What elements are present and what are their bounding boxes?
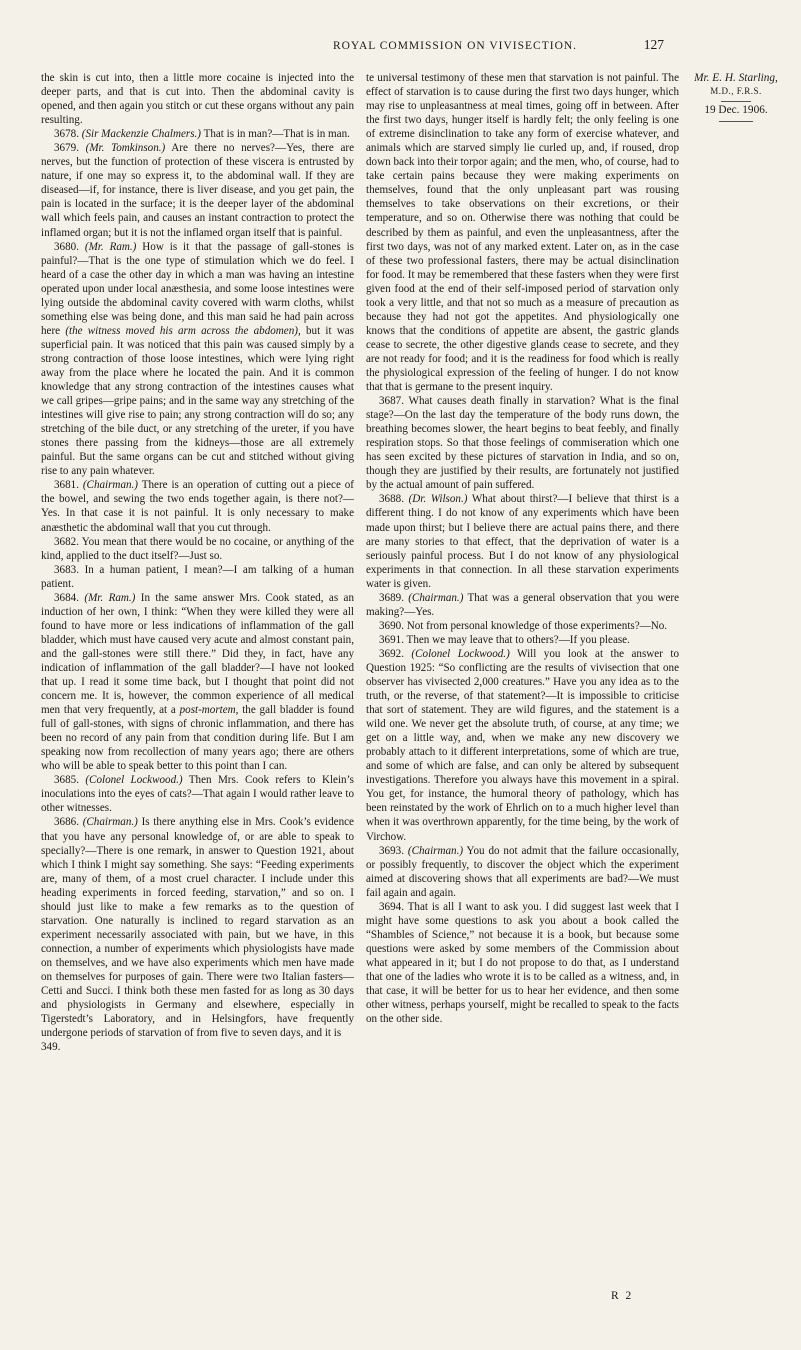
qa-paragraph xyxy=(41,773,354,815)
paragraph-text: Then we may leave that to others?—If you please. xyxy=(406,633,630,646)
speaker-name: (Colonel Lockwood.) xyxy=(411,647,510,660)
question-number: 3693. xyxy=(379,844,404,857)
paragraph-text: That is all I want to ask you. I did suggest last week that I might have some questions to ask you about a book called the “Shambles of Science,” not because it is a book, but because some questions were asked by some members of the Commission about what appeared in it; but I do not propose to do that, as I understand that one of the ladies who wrote it is to be called as a witness, and, in that case, it will be better for us to hear her evidence, and then some other witness, perhaps yourself, might be recalled to speak to the facts on the other side. xyxy=(366,900,679,1026)
speaker-name: (Mr. Ram.) xyxy=(84,240,137,253)
speaker-name: (Chairman.) xyxy=(82,479,139,492)
witness-margin-note xyxy=(686,72,786,122)
witness-name: Mr. E. H. Starling, xyxy=(694,72,778,84)
running-head: ROYAL COMMISSION ON VIVISECTION. xyxy=(332,40,578,52)
speaker-name: (Mr. Tomkinson.) xyxy=(85,142,166,155)
question-number: 3691. xyxy=(379,633,404,646)
question-number: 3681. xyxy=(54,479,79,492)
witness-date: 19 Dec. 1906. xyxy=(704,104,768,116)
qa-paragraph xyxy=(41,815,354,1040)
question-number: 3682. xyxy=(54,535,79,548)
speaker-name: (Mr. Ram.) xyxy=(84,591,136,604)
speaker-name: (Chairman.) xyxy=(82,816,138,829)
paragraph-text: Are there no nerves?—Yes, there are nerves, but the function of protection of these viscera is entrusted by nature, if one may so express it, to the abdominal wall. If they are diseased—if, for instance, there is liver disease, and you get pain, the pain is located in the surface; it is the deeper layer of the abdominal wall which feels pain, and causes an instant contraction to protect the inflamed organ; but it is not the inflamed organ itself that is painful. xyxy=(41,142,354,239)
qa-paragraph xyxy=(41,591,354,774)
speaker-name: (Colonel Lockwood.) xyxy=(85,774,183,787)
qa-paragraph xyxy=(41,141,354,239)
witness-qualifications: M.D., F.R.S. xyxy=(710,86,762,96)
question-number: 3684. xyxy=(54,591,79,604)
paragraph-text: Then Mrs. Cook refers to Klein’s inoculations into the eyes of cats?—That again I would rather leave to other witnesses. xyxy=(41,774,355,815)
question-number: 3686. xyxy=(54,816,79,829)
question-number: 3692. xyxy=(379,647,404,660)
speaker-name: (Chairman.) xyxy=(408,591,464,604)
question-number: 3683. xyxy=(54,563,79,576)
qa-paragraph xyxy=(366,619,679,633)
qa-paragraph xyxy=(41,240,354,479)
speaker-name: (Chairman.) xyxy=(407,844,464,857)
question-number: 3689. xyxy=(379,591,404,604)
paragraph-text: Not from personal knowledge of those experiments?—No. xyxy=(406,619,668,632)
italic-aside: post-mortem, xyxy=(179,704,239,717)
paragraph-text: In the same answer Mrs. Cook stated, as an induction of her own, I think: “When they were killed they were all found to have more or less indications of inflammation of the gall bladder, which must have caused very acute and almost constant pain, and the gall-stones were still there.” Did they, in fact, have any indication of inflammation of the gall bladder?—I have not looked that up. I read it some time back, but I thought that point did not concern me. It is, however, the common experience of all medical men that very frequently, at a xyxy=(41,591,355,717)
speaker-name: (Sir Mackenzie Chalmers.) xyxy=(81,128,201,141)
qa-paragraph xyxy=(41,535,354,563)
question-number: 3690. xyxy=(379,619,404,632)
margin-rule xyxy=(721,101,751,102)
right-column xyxy=(366,71,679,1026)
paragraph-text: What causes death finally in starvation? What is the final stage?—On the last day the temperature of the body runs down, the breathing becomes slower, the heart begins to beat feebly, and finally respiration stops. So that those feelings of commiseration which one has seen excited by these pictures of starvation in India, and so on, though they are justified by their results, are fortunately not justified by the actual amount of pain suffered. xyxy=(366,395,680,492)
question-number: 3694. xyxy=(379,900,404,913)
paragraph-text: the gall bladder is found full of gall-stones, with signs of chronic inflammation, and there has been no record of any pain from that condition during life. But I am speaking now from recollection of many years ago; there are others who will be able to speak better to this point than I can. xyxy=(41,704,354,773)
paragraph-text: You mean that there would be no cocaine, or anything of the kind, applied to the duct itself?—Just so. xyxy=(41,535,354,562)
qa-paragraph xyxy=(41,563,354,591)
question-number: 3679. xyxy=(54,142,79,155)
paragraph-text: but it was superficial pain. It was noticed that this pain was caused simply by a strong contraction of those loose intestines, which were lying right away from the place where he located the pain. And it is common knowledge that any strong contraction of the intestines causes what we call gripes—gripe pains; and in the same way any stretching of the intestines will give rise to pain; any strong contraction will do so; any stretching of the bile duct, or any stretching of the ureter, if you have stones there passing from the kidneys—those are all extremely painful. But the same organs can be cut and stitched without giving rise to any pain whatever. xyxy=(41,324,354,478)
question-number: 3688. xyxy=(379,493,404,506)
qa-paragraph xyxy=(366,900,679,1026)
left-column xyxy=(41,71,354,1054)
question-number: 3687. xyxy=(379,395,404,408)
continuation-paragraph: te universal testimony of these men that starvation is not painful. The effect of starvation is to cause during the first two days hunger, which may rise to unpleasantness at meal times, going off in between. After the first two days, hunger itself is hardly felt; the only feeling is one of extreme disinclination to take any form of exercise whatever, and animals which are starved simply lie curled up, and, if roused, drop down back into their torpor again; and the men, who, of course, had to take certain pains because they were making experiments on themselves, found that the only unpleasant part was rousing themselves to take observations on their excretions, or their temperature, and so on. Otherwise there was nothing that could be described by them as painful, and even the unpleasantness, after the first two days, was not of any marked extent. Later on, as in the case of these two professional fasters, there may be actual disinclination for food. It may be remembered that these fasters when they were first given food at the end of their self-imposed period of starvation only took a very little, and that not so much as a measure of precaution as because they had not got the appetites. And physiologically one knows that the conditions of appetite are absent, the gastric glands cease to secrete, the other digestive glands cease to secrete, and they are not ready for food; and it is the readiness for food which is really the physiological expression of the feeling of hunger. I do not know that that is germane to the present inquiry. xyxy=(366,72,679,394)
paragraph-text: What about thirst?—I believe that thirst is a different thing. I do not know of any experiments which have been made upon thirst; but I believe there are actual pains there, and there are many stories to that effect, that the deprivation of water is a seriously painful process. But I do not know of any physiological experiments in that connection. In all these starvation experiments water is given. xyxy=(366,493,679,590)
signature-mark: 349. xyxy=(41,1041,61,1054)
paragraph-text: Is there anything else in Mrs. Cook’s evidence that you have any personal knowledge of, or are able to speak to specially?—There is one remark, in answer to Question 1921, about which I think I might say something. She says: “Feeding experiments are, many of them, of a most cruel character. I include under this heading experiments in forced feeding, starvation,” and so on. I should just like to make a few remarks as to the question of starvation. One naturally is inclined to regard starvation as an experiment necessarily associated with pain, but we have, in this connection, a number of experiments which physiologists have made on themselves, and we have also experiments which men have made on themselves for purposes of gain. There were two Italian fasters—Cetti and Succi. I think both these men fasted for as long as 30 days and physiologists in Germany and elsewhere, especially in Tigerstedt’s Laboratory, and in Helsingfors, have frequently undergone periods of starvation of from five to seven days, and it is xyxy=(41,816,354,1040)
page-number: 127 xyxy=(643,37,664,52)
margin-rule xyxy=(719,121,753,122)
qa-paragraph xyxy=(366,394,679,492)
qa-paragraph xyxy=(366,633,679,647)
qa-paragraph xyxy=(366,647,679,844)
signature-mark: R 2 xyxy=(611,1290,634,1302)
paragraph-text: There is an operation of cutting out a piece of the bowel, and sewing the two ends together again, is there not?—Yes. In that case it is not painful. It is only necessary to make anæsthetic the abdominal wall that you cut through. xyxy=(41,479,354,534)
paragraph-text: You do not admit that the failure occasionally, or possibly frequently, to discover the object which the experiment aimed at discovering shows that all experiments are bad?—We must fail again and again. xyxy=(366,844,679,899)
question-number: 3678. xyxy=(54,128,79,141)
qa-paragraph xyxy=(41,127,354,141)
speaker-name: (Dr. Wilson.) xyxy=(408,493,468,506)
qa-paragraph xyxy=(41,478,354,534)
qa-paragraph xyxy=(366,591,679,619)
question-number: 3680. xyxy=(54,240,79,253)
paragraph-text: In a human patient, I mean?—I am talking of a human patient. xyxy=(41,563,354,590)
paragraph-text: How is it that the passage of gall-stones is painful?—That is the one type of stimulation which we do feel. I heard of a case the other day in which a man was having an intestine operated upon under local anæsthesia, and some loose intestines were lying outside the abdominal cavity covered with warm cloths, whilst something else was being done, and this man said he had pain across here xyxy=(41,240,354,337)
question-number: 3685. xyxy=(54,774,79,787)
qa-paragraph xyxy=(366,492,679,590)
continuation-paragraph: the skin is cut into, then a little more cocaine is injected into the deeper parts, and that is cut into. Then the abdominal cavity is opened, and then again you stitch or cut these organs without any pain resulting. xyxy=(41,72,354,127)
paragraph-text: That was a general observation that you were making?—Yes. xyxy=(366,591,679,618)
paragraph-text: That is in man?—That is in man. xyxy=(203,128,350,141)
paragraph-text: Will you look at the answer to Question 1925: “So conflicting are the results of vivisection that one observer has vivisected 2,000 creatures.” Have you any idea as to the truth, or the reverse, of that statement?—It is impossible to criticise that sort of statement. They are wild figures, and the statement is a wild one. We never get the absolute truth, of course, at any time; we get on a little way, and, when we make any new discovery we probably attach to it different interpretations, some of which are true, and some of which are false, and can only be altered by subsequent investigations. Therefore you always have this movement in a spiral. You get, for instance, the humoral theory of pathology, which has been reinstated by the work of Ehrlich on to a much higher level than when it was overthrown apparently, for the time being, by the work of Virchow. xyxy=(366,647,680,843)
italic-aside: (the witness moved his arm across the abdomen), xyxy=(65,324,301,337)
qa-paragraph xyxy=(366,844,679,900)
